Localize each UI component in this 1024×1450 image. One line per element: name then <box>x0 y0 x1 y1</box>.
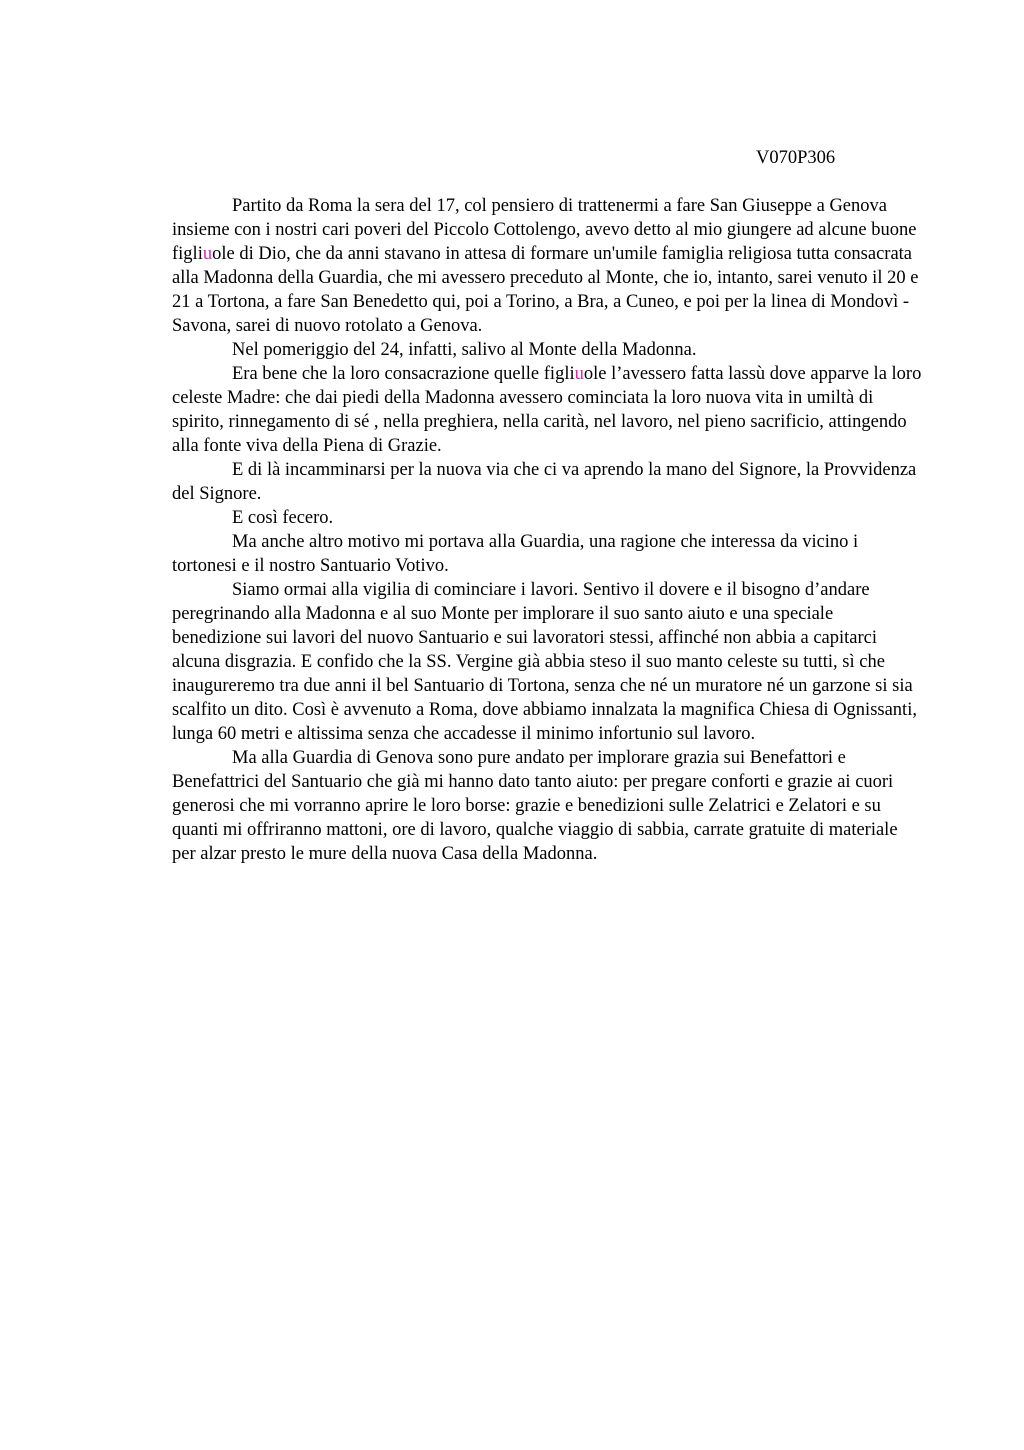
paragraph-1-text-a: Partito da Roma la sera del 17, col pensiero di trattenermi a fare San Giuseppe a Genova insieme con i nostri cari poveri del Piccolo Cottolengo, avevo detto al mio giungere ad alcune buone figli <box>172 196 917 264</box>
document-id: V070P306 <box>756 148 836 168</box>
paragraph-6: Ma anche altro motivo mi portava alla Guardia, una ragione che interessa da vicino i tortonesi e il nostro Santuario Votivo. <box>172 532 859 576</box>
paragraph-5: E così fecero. <box>232 508 334 528</box>
highlighted-letter: u <box>574 364 584 384</box>
document-body <box>172 194 924 866</box>
paragraph-3 <box>172 362 924 458</box>
paragraph-7: Siamo ormai alla vigilia di cominciare i lavori. Sentivo il dovere e il bisogno d’andare peregrinando alla Madonna e al suo Monte per implorare il suo santo aiuto e una speciale benedizione sui lavori del nuovo Santuario e sui lavoratori stessi, affinché non abbia a capitarci alcuna disgrazia. E confido che la SS. Vergine già abbia steso il suo manto celeste su tutti, sì che inaugureremo tra due anni il bel Santuario di Tortona, senza che né un muratore né un garzone si sia scalfito un dito. Così è avvenuto a Roma, dove abbiamo innalzata la magnifica Chiesa di Ognissanti, lunga 60 metri e altissima senza che accadesse il minimo infortunio sul lavoro. <box>172 580 917 744</box>
paragraph-1-text-b: ole di Dio, che da anni stavano in attesa di formare un'umile famiglia religiosa tutta consacrata alla Madonna della Guardia, che mi avessero preceduto al Monte, che io, intanto, sarei venuto il 20 e 21 a Tortona, a fare San Benedetto qui, poi a Torino, a Bra, a Cuneo, e poi per la linea di Mondovì - Savona, sarei di nuovo rotolato a Genova. <box>172 244 919 336</box>
paragraph-8: Ma alla Guardia di Genova sono pure andato per implorare grazia sui Benefattori e Benefattrici del Santuario che già mi hanno dato tanto aiuto: per pregare conforti e grazie ai cuori generosi che mi vorranno aprire le loro borse: grazie e benedizioni sulle Zelatrici e Zelatori e su quanti mi offriranno mattoni, ore di lavoro, qualche viaggio di sabbia, carrate gratuite di materiale per alzar presto le mure della nuova Casa della Madonna. <box>172 748 898 864</box>
paragraph-3-text-b: ole l’avessero fatta lassù dove apparve la loro celeste Madre: che dai piedi della Madonna avessero cominciata la loro nuova vita in umiltà di spirito, rinnegamento di sé , nella preghiera, nella carità, nel lavoro, nel pieno sacrificio, attingendo alla fonte viva della Piena di Grazie. <box>172 364 922 456</box>
highlighted-letter: u <box>202 244 213 264</box>
paragraph-1 <box>172 194 924 338</box>
paragraph-4: E di là incamminarsi per la nuova via che ci va aprendo la mano del Signore, la Provvidenza del Signore. <box>172 460 917 504</box>
paragraph-2: Nel pomeriggio del 24, infatti, salivo al Monte della Madonna. <box>232 340 697 360</box>
paragraph-3-text-a: Era bene che la loro consacrazione quelle figli <box>232 364 575 384</box>
